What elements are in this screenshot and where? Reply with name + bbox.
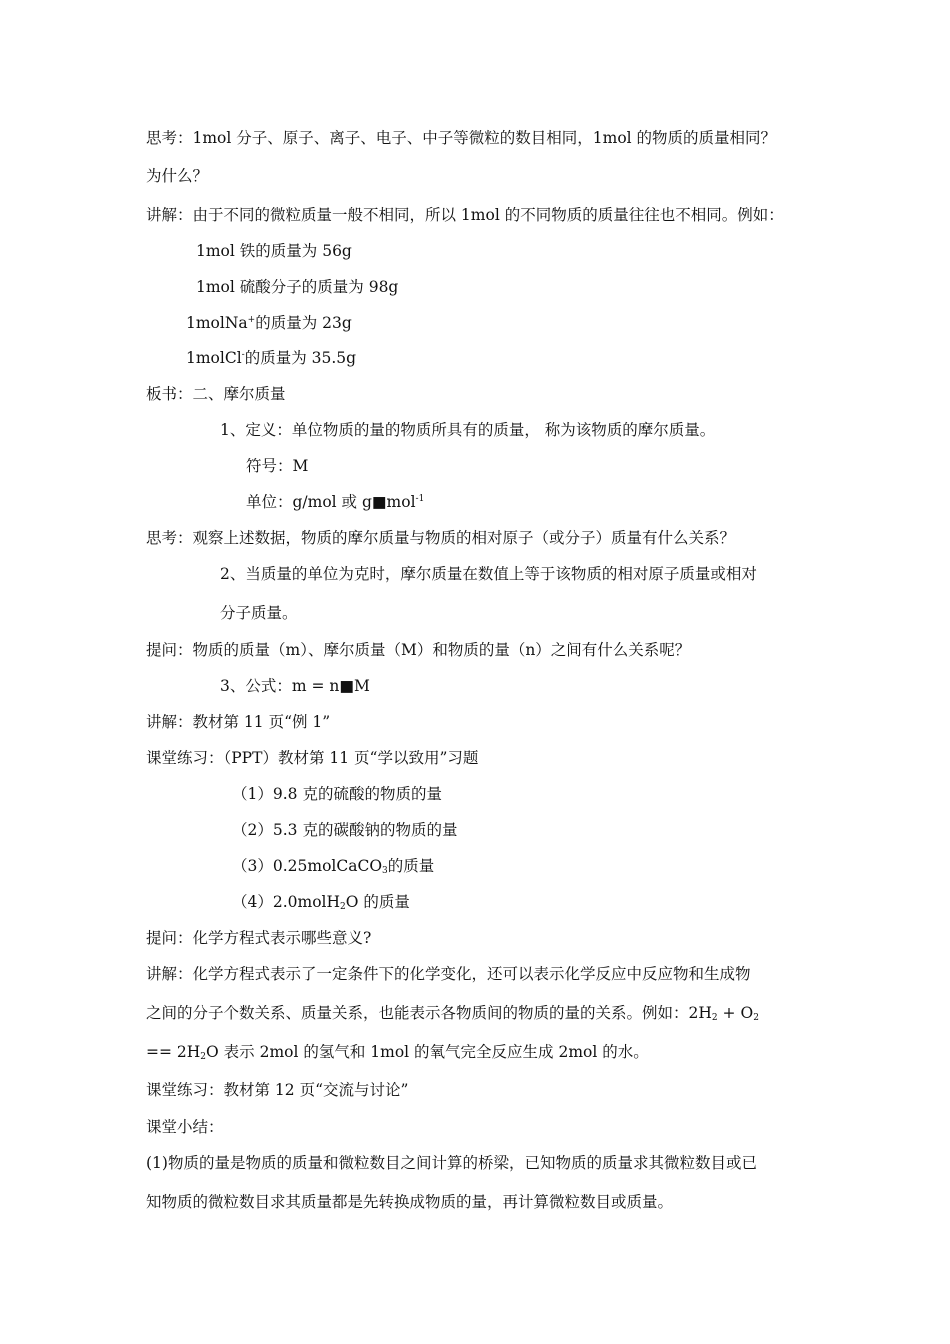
text: 板书：二、摩尔质量	[146, 385, 286, 403]
line-exercise-3	[232, 856, 434, 876]
line-practice-2	[146, 1080, 408, 1100]
text: 知物质的微粒数目求其质量都是先转换成物质的量，再计算微粒数目或质量。	[146, 1193, 674, 1211]
line-explain-1	[146, 205, 784, 225]
line-exercise-2	[232, 820, 457, 840]
subscript: 2	[200, 1052, 207, 1062]
text: 符号：M	[246, 457, 309, 475]
line-explain-2-cont	[146, 1003, 759, 1023]
text: 讲解：化学方程式表示了一定条件下的化学变化，还可以表示化学反应中反应物和生成物	[146, 965, 751, 983]
line-think-1-cont	[146, 166, 208, 186]
text: 的质量为 35.5g	[244, 349, 357, 367]
text: 课堂练习：（PPT）教材第 11 页“学以致用”习题	[146, 749, 479, 767]
line-question-2	[146, 928, 371, 948]
text: 1mol 硫酸分子的质量为 98g	[196, 278, 399, 296]
line-exercise-1	[232, 784, 442, 804]
subscript: 2	[711, 1013, 718, 1023]
superscript: +	[247, 315, 256, 325]
text: 思考：1mol 分子、原子、离子、电子、中子等微粒的数目相同，1mol 的物质的质量相同？	[146, 129, 777, 147]
line-definition	[220, 420, 715, 440]
text: 为什么？	[146, 167, 209, 185]
text: 分子质量。	[220, 604, 298, 622]
line-sodium-ion-mass	[186, 313, 352, 333]
text: （4）2.0molH	[232, 893, 341, 911]
text: 3、公式：m = n■M	[220, 677, 370, 695]
line-practice-1	[146, 748, 478, 768]
text: == 2H	[146, 1043, 201, 1061]
subscript: 3	[382, 866, 388, 876]
text: 课堂练习：教材第 12 页“交流与讨论”	[146, 1081, 409, 1099]
line-board-heading	[146, 384, 286, 404]
line-sulfuric-acid-mass	[196, 277, 398, 297]
line-chloride-ion-mass	[186, 348, 356, 368]
text: 1molCl	[186, 349, 242, 367]
text: 2、当质量的单位为克时，摩尔质量在数值上等于该物质的相对原子质量或相对	[220, 565, 757, 583]
line-summary-heading	[146, 1117, 224, 1137]
line-point-2-cont	[220, 603, 298, 623]
text: 单位：g/mol 或 g■mol	[246, 493, 416, 511]
subscript: 2	[753, 1013, 759, 1023]
superscript: -1	[415, 494, 425, 504]
text: 提问：物质的质量（m）、摩尔质量（M）和物质的量（n）之间有什么关系呢？	[146, 641, 691, 659]
text: 课堂小结：	[146, 1118, 224, 1136]
text: 提问：化学方程式表示哪些意义?	[146, 929, 372, 947]
text: 讲解：教材第 11 页“例 1”	[146, 713, 331, 731]
subscript: 2	[340, 902, 346, 912]
text: 1molNa	[186, 314, 248, 332]
text: O 表示 2mol 的氢气和 1mol 的氧气完全反应生成 2mol 的水。	[206, 1043, 649, 1061]
line-explain-example	[146, 712, 330, 732]
line-symbol	[246, 456, 308, 476]
line-exercise-4	[232, 892, 410, 912]
line-explain-2-end	[146, 1042, 649, 1062]
text: （3）0.25molCaCO	[232, 857, 383, 875]
line-unit	[246, 492, 424, 512]
superscript: -	[241, 350, 245, 360]
text: (1)物质的量是物质的质量和微粒数目之间计算的桥梁，已知物质的质量求其微粒数目或已	[146, 1154, 757, 1172]
line-explain-2	[146, 964, 751, 984]
line-summary-1	[146, 1153, 757, 1173]
text: 1、定义：单位物质的量的物质所具有的质量， 称为该物质的摩尔质量。	[220, 421, 716, 439]
text: （2）5.3 克的碳酸钠的物质的量	[232, 821, 458, 839]
text: 的质量为 23g	[255, 314, 352, 332]
line-think-2	[146, 528, 735, 548]
text: （1）9.8 克的硫酸的物质的量	[232, 785, 442, 803]
text: 1mol 铁的质量为 56g	[196, 242, 352, 260]
text: 思考：观察上述数据，物质的摩尔质量与物质的相对原子（或分子）质量有什么关系？	[146, 529, 736, 547]
line-question-1	[146, 640, 690, 660]
text: 讲解：由于不同的微粒质量一般不相同，所以 1mol 的不同物质的质量往往也不相同。例如：	[146, 206, 784, 224]
text: + O	[717, 1004, 754, 1022]
line-iron-mass	[196, 241, 352, 261]
line-formula	[220, 676, 370, 696]
text: O 的质量	[345, 893, 410, 911]
line-summary-1-cont	[146, 1192, 673, 1212]
text: 之间的分子个数关系、质量关系，也能表示各物质间的物质的量的关系。例如：2H	[146, 1004, 712, 1022]
line-think-1	[146, 128, 776, 148]
line-point-2	[220, 564, 757, 584]
text: 的质量	[387, 857, 435, 875]
